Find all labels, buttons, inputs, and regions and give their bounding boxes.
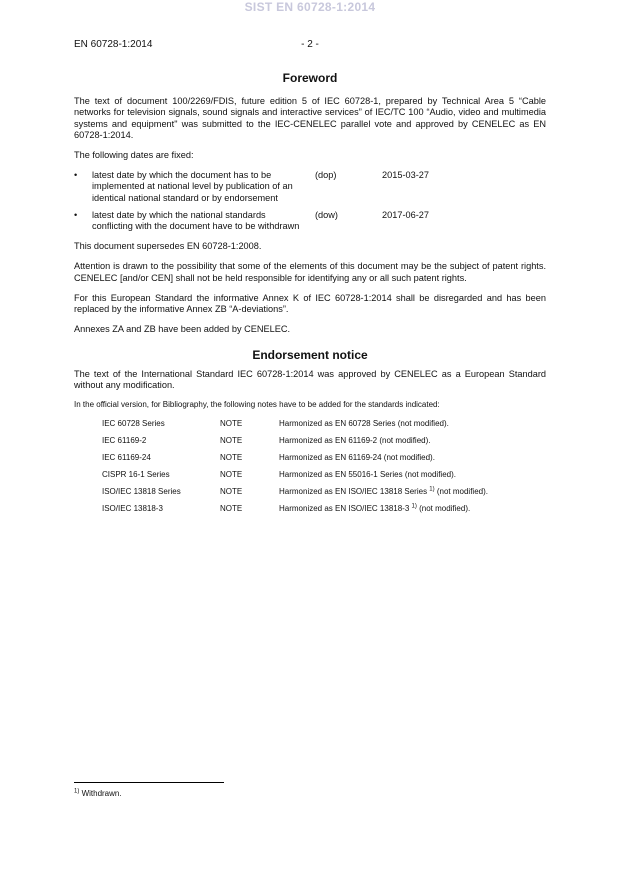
footnote-ref: 1)	[429, 486, 435, 493]
note-standard: IEC 60728 Series	[102, 419, 165, 429]
foreword-intro: The text of document 100/2269/FDIS, future edition 5 of IEC 60728-1, prepared by Technical Area 5 “Cable networks for television signals, sound signals and interactive services” of IEC/TC 100 “Audio, video and multimedia systems and equipment" was submitted to the IEC-CENELEC parallel vote and approved by CENELEC as EN 60728-1:2014.	[74, 96, 546, 140]
note-standard: IEC 61169-24	[102, 453, 151, 463]
note-standard: IEC 61169-2	[102, 436, 147, 446]
note-text: Harmonized as EN ISO/IEC 13818-3 $^{1)}$ (not modified).	[279, 503, 471, 514]
bullet-icon: •	[74, 209, 78, 220]
table-row	[102, 486, 488, 503]
endorsement-title: Endorsement notice	[252, 348, 368, 363]
footnote-mark: 1)	[74, 788, 80, 795]
footnote-text: Withdrawn.	[79, 789, 122, 798]
note-label: NOTE	[220, 453, 243, 463]
date-value: 2015-03-27	[382, 170, 429, 181]
note-text: Harmonized as EN 55016-1 Series (not modified).	[279, 470, 456, 480]
supersedes-text: This document supersedes EN 60728-1:2008.	[74, 241, 262, 252]
note-standard: ISO/IEC 13818-3	[102, 504, 163, 514]
annexes-added-text: Annexes ZA and ZB have been added by CENELEC.	[74, 324, 291, 335]
notes-table	[102, 418, 488, 520]
bullet-icon: •	[74, 170, 78, 181]
note-label: NOTE	[220, 419, 243, 429]
date-value: 2017-06-27	[382, 209, 429, 220]
foreword-title: Foreword	[282, 71, 338, 85]
notes-lead: In the official version, for Bibliography, the following notes have to be added for the standards indicated:	[74, 400, 440, 410]
footnote-divider	[74, 782, 224, 783]
endorsement-text: The text of the International Standard IEC 60728-1:2014 was approved by CENELEC as a European Standard without any modification.	[74, 368, 546, 390]
date-item-dow	[74, 210, 546, 232]
note-text: Harmonized as EN ISO/IEC 13818 Series $^{1)}$ (not modified).	[279, 486, 488, 497]
watermark: SIST EN 60728-1:2014	[244, 0, 376, 14]
header-doc-id: EN 60728-1:2014	[74, 39, 153, 50]
date-code: (dow)	[315, 209, 338, 220]
page-body	[74, 73, 546, 520]
footnote-ref: 1)	[411, 503, 417, 510]
note-text: Harmonized as EN 61169-2 (not modified).	[279, 436, 431, 446]
dates-list	[74, 170, 546, 232]
note-text: Harmonized as EN 61169-24 (not modified).	[279, 453, 435, 463]
note-label: NOTE	[220, 436, 243, 446]
header-page-number: - 2 -	[301, 39, 319, 50]
note-label: NOTE	[220, 504, 243, 514]
date-code: (dop)	[315, 170, 337, 181]
annex-k-text: For this European Standard the informative Annex K of IEC 60728-1:2014 shall be disregarded and has been replaced by the informative Annex ZB “A-deviations”.	[74, 292, 546, 315]
date-description: latest date by which the national standards conflicting with the document have to be withdrawn	[92, 209, 300, 232]
note-label: NOTE	[220, 487, 243, 497]
note-standard: CISPR 16-1 Series	[102, 470, 170, 480]
date-item-dop	[74, 170, 546, 204]
table-row	[102, 503, 488, 520]
footnote	[74, 789, 122, 798]
table-row	[102, 418, 488, 435]
patent-attention-text: Attention is drawn to the possibility that some of the elements of this document may be the subject of patent rights. CENELEC [and/or CEN] shall not be held responsible for identifying any or all such patent rights.	[74, 261, 546, 283]
note-text: Harmonized as EN 60728 Series (not modified).	[279, 419, 449, 429]
note-label: NOTE	[220, 470, 243, 480]
note-standard: ISO/IEC 13818 Series	[102, 487, 181, 497]
table-row	[102, 469, 488, 486]
dates-lead: The following dates are fixed:	[74, 150, 194, 161]
table-row	[102, 435, 488, 452]
table-row	[102, 452, 488, 469]
date-description: latest date by which the document has to be implemented at national level by publication of an identical national standard or by endorsement	[92, 170, 293, 203]
